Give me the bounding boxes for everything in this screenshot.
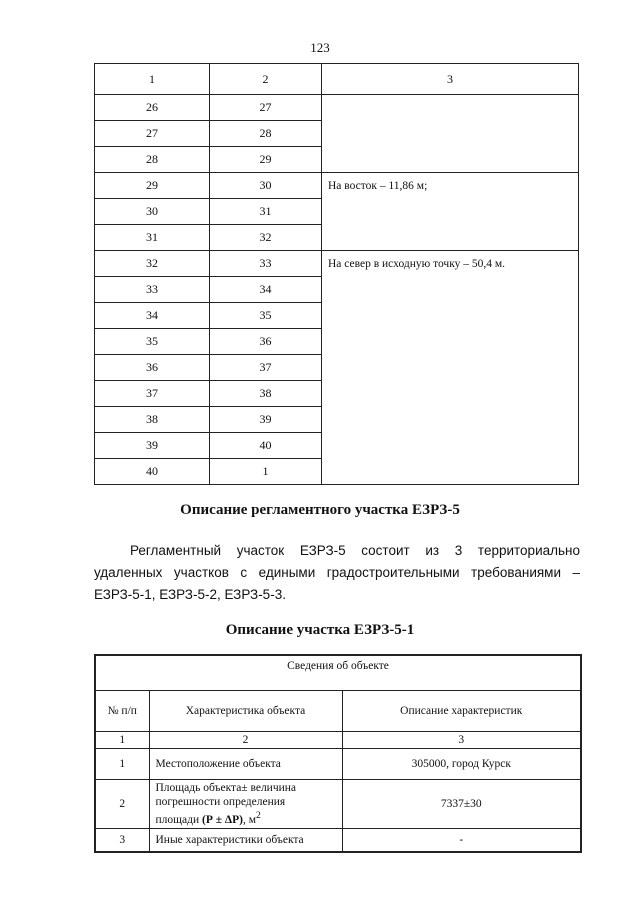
from-point: 27 (95, 121, 210, 147)
to-point: 30 (210, 173, 322, 199)
table-caption-row (95, 655, 581, 691)
row-number: 3 (95, 829, 149, 853)
subsection-title: Описание участка ЕЗРЗ-5-1 (225, 622, 415, 638)
to-point: 31 (210, 199, 322, 225)
table-row (95, 95, 579, 121)
from-point: 40 (95, 459, 210, 485)
section-title: Описание регламентного участка ЕЗРЗ-5 (180, 502, 460, 518)
column-number-row (95, 732, 581, 749)
name-line: Площадь объекта± величина (155, 782, 297, 795)
characteristic-name (149, 780, 342, 829)
to-point: 35 (210, 303, 322, 329)
to-point: 27 (210, 95, 322, 121)
paragraph-text: Регламентный участок ЕЗРЗ-5 состоит из 3 территориально удаленных участков с едиными градостроительными требованиями – ЕЗРЗ-5-1, ЕЗРЗ-5-2, ЕЗРЗ-5-3. (94, 543, 580, 602)
unit: , м (242, 813, 256, 826)
to-point: 29 (210, 147, 322, 173)
unit-exponent: 2 (256, 810, 261, 822)
characteristic-value: 305000, город Курск (342, 749, 581, 780)
table-row (95, 829, 581, 853)
from-point: 37 (95, 381, 210, 407)
to-point: 38 (210, 381, 322, 407)
segment-description: На север в исходную точку – 50,4 м. (322, 251, 579, 485)
from-point: 32 (95, 251, 210, 277)
segment-description (322, 95, 579, 173)
to-point: 34 (210, 277, 322, 303)
column-number: 3 (342, 732, 581, 749)
from-point: 33 (95, 277, 210, 303)
name-line: погрешности определения (155, 796, 286, 809)
column-header: 2 (210, 64, 322, 95)
to-point: 37 (210, 355, 322, 381)
formula: (Р ± ΔР) (201, 813, 243, 826)
to-point: 36 (210, 329, 322, 355)
to-point: 33 (210, 251, 322, 277)
segment-description: На восток – 11,86 м; (322, 173, 579, 251)
characteristic-name: Местоположение объекта (149, 749, 342, 780)
column-number: 1 (95, 732, 149, 749)
page-number: 123 (310, 40, 330, 55)
table-row (95, 749, 581, 780)
to-point: 1 (210, 459, 322, 485)
object-info-table (94, 654, 582, 853)
table-row (95, 173, 579, 199)
to-point: 39 (210, 407, 322, 433)
to-point: 32 (210, 225, 322, 251)
coordinates-table (94, 63, 579, 485)
from-point: 38 (95, 407, 210, 433)
from-point: 36 (95, 355, 210, 381)
table-row (95, 780, 581, 829)
column-number: 2 (149, 732, 342, 749)
table-header-row (95, 691, 581, 732)
column-header: 1 (95, 64, 210, 95)
from-point: 34 (95, 303, 210, 329)
name-line: площади (155, 813, 202, 826)
table-header-row (95, 64, 579, 95)
to-point: 28 (210, 121, 322, 147)
body-paragraph (94, 540, 580, 606)
from-point: 35 (95, 329, 210, 355)
characteristic-name: Иные характеристики объекта (149, 829, 342, 853)
table-caption: Сведения об объекте (95, 655, 581, 691)
column-header: № п/п (95, 691, 149, 732)
characteristic-value: - (342, 829, 581, 853)
from-point: 31 (95, 225, 210, 251)
characteristic-value: 7337±30 (342, 780, 581, 829)
column-header: 3 (322, 64, 579, 95)
row-number: 1 (95, 749, 149, 780)
table-row (95, 251, 579, 277)
from-point: 26 (95, 95, 210, 121)
from-point: 30 (95, 199, 210, 225)
from-point: 28 (95, 147, 210, 173)
to-point: 40 (210, 433, 322, 459)
from-point: 29 (95, 173, 210, 199)
row-number: 2 (95, 780, 149, 829)
column-header: Характеристика объекта (149, 691, 342, 732)
column-header: Описание характеристик (342, 691, 581, 732)
from-point: 39 (95, 433, 210, 459)
